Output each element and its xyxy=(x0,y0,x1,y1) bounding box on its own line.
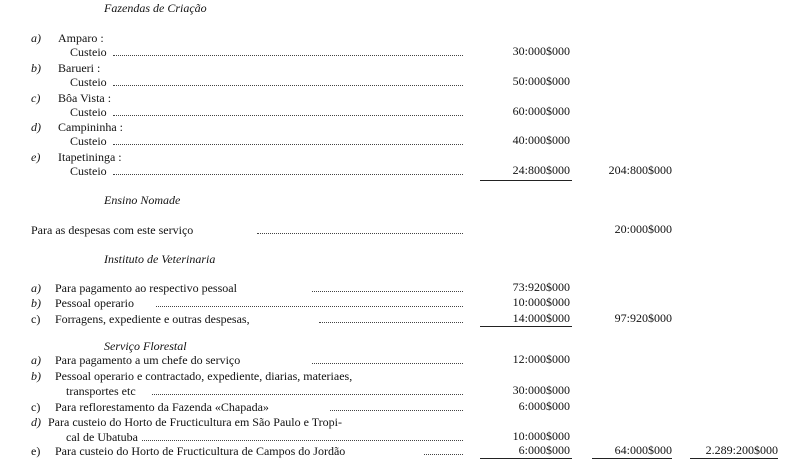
item-name: Barueri : xyxy=(58,61,101,75)
item-label: c) xyxy=(31,312,41,326)
subtotal-rule xyxy=(592,458,672,459)
heading-ensino: Ensino Nomade xyxy=(104,193,181,207)
item-desc: Para reflorestamento da Fazenda «Chapada» xyxy=(55,400,269,414)
heading-florestal: Serviço Florestal xyxy=(104,339,187,353)
leader-dots xyxy=(319,322,463,323)
subtotal-rule xyxy=(480,180,572,181)
item-label: b) xyxy=(31,61,41,75)
item-label: c) xyxy=(31,91,41,105)
item-name: Amparo : xyxy=(58,31,104,45)
item-desc: Pessoal operario xyxy=(55,296,134,310)
section-total: 20:000$000 xyxy=(614,222,672,236)
item-desc: Para custeio do Horto de Fructicultura em São Paulo e Tropi- xyxy=(48,415,342,429)
item-desc: Pessoal operario e contractado, expediente, diarias, materiaes, xyxy=(55,369,353,383)
leader-dots xyxy=(330,410,463,411)
item-label: a) xyxy=(31,281,41,295)
leader-dots xyxy=(312,363,463,364)
item-desc: Para pagamento a um chefe do serviço xyxy=(55,353,241,367)
item-desc: Custeio xyxy=(70,45,107,59)
section-total: 97:920$000 xyxy=(614,311,672,325)
item-amount: 30:000$000 xyxy=(512,383,570,397)
item-amount: 30:000$000 xyxy=(512,44,570,58)
leader-dots xyxy=(152,394,463,395)
leader-dots xyxy=(113,85,463,86)
item-amount: 6:000$000 xyxy=(518,399,570,413)
item-desc: Forragens, expediente e outras despesas, xyxy=(55,312,250,326)
leader-dots xyxy=(113,144,463,145)
leader-dots xyxy=(156,306,463,307)
section-total: 64:000$000 xyxy=(614,443,672,457)
item-amount: 10:000$000 xyxy=(512,429,570,443)
item-amount: 14:000$000 xyxy=(512,311,570,325)
leader-dots xyxy=(113,115,463,116)
item-label: a) xyxy=(31,353,41,367)
item-desc: Custeio xyxy=(70,75,107,89)
item-amount: 60:000$000 xyxy=(512,104,570,118)
leader-dots xyxy=(142,440,463,441)
leader-dots xyxy=(257,233,463,234)
item-label: a) xyxy=(31,31,41,45)
leader-dots xyxy=(312,291,463,292)
item-amount: 73:920$000 xyxy=(512,280,570,294)
leader-dots xyxy=(424,454,463,455)
heading-fazendas: Fazendas de Criação xyxy=(104,1,207,15)
item-name: Campininha : xyxy=(58,120,123,134)
item-desc: Para as despesas com este serviço xyxy=(31,223,194,237)
item-label: d) xyxy=(31,415,41,429)
item-label: e) xyxy=(31,150,41,164)
item-desc: Custeio xyxy=(70,105,107,119)
item-desc: Custeio xyxy=(70,164,107,178)
grand-total-rule xyxy=(690,458,778,459)
item-label: d) xyxy=(31,120,41,134)
item-amount: 50:000$000 xyxy=(512,74,570,88)
item-name: Itapetininga : xyxy=(58,150,122,164)
item-desc: Para custeio do Horto de Fructicultura de Campos do Jordão xyxy=(55,444,346,458)
item-label: e) xyxy=(31,444,41,458)
item-name: Bôa Vista : xyxy=(58,91,112,105)
item-desc-continuation: transportes etc xyxy=(66,384,136,398)
item-label: c) xyxy=(31,400,41,414)
item-label: b) xyxy=(31,369,41,383)
leader-dots xyxy=(113,55,463,56)
subtotal-rule xyxy=(480,458,572,459)
heading-instituto: Instituto de Veterinaria xyxy=(104,252,216,266)
item-desc: Para pagamento ao respectivo pessoal xyxy=(55,281,237,295)
item-label: b) xyxy=(31,296,41,310)
item-amount: 40:000$000 xyxy=(512,133,570,147)
item-amount: 12:000$000 xyxy=(512,352,570,366)
item-amount: 6:000$000 xyxy=(518,443,570,457)
section-total: 204:800$000 xyxy=(608,163,672,177)
item-amount: 24:800$000 xyxy=(512,163,570,177)
subtotal-rule xyxy=(480,326,572,327)
item-desc-continuation: cal de Ubatuba xyxy=(66,430,138,444)
item-amount: 10:000$000 xyxy=(512,295,570,309)
item-desc: Custeio xyxy=(70,134,107,148)
leader-dots xyxy=(113,174,463,175)
grand-total: 2.289:200$000 xyxy=(705,443,778,457)
